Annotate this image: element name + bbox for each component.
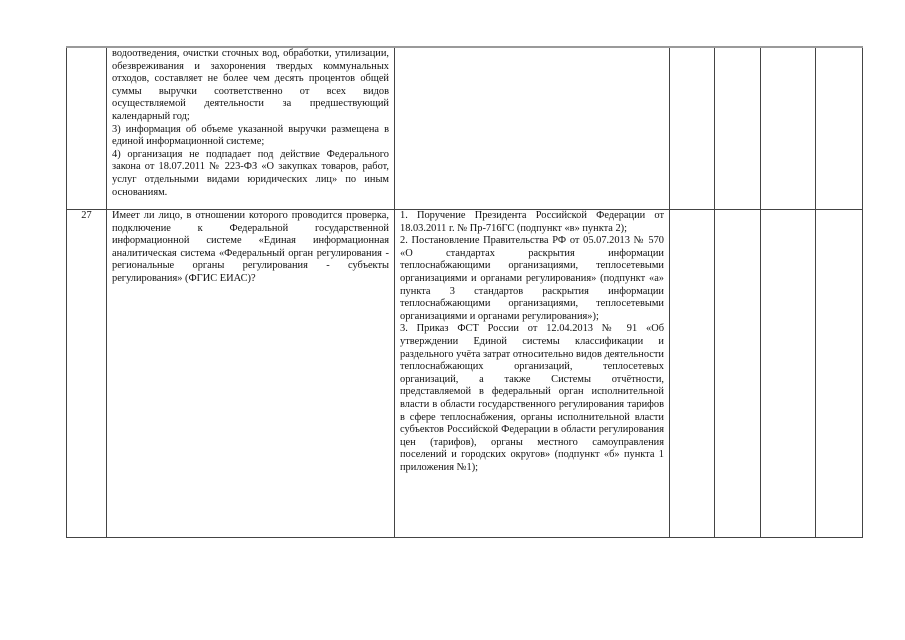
question-paragraph: водоотведения, очистки сточных вод, обработки, утилизации, обезвреживания и захоронения твердых коммунальных отходов, составляет не более чем десять процентов общей суммы выручки соответственно от всех видов осуществляемой деятельности за предшествующий календарный год; xyxy=(112,48,389,122)
answer-yes-cell[interactable] xyxy=(670,210,715,538)
answer-yes-cell[interactable] xyxy=(670,47,715,210)
reference-cell xyxy=(395,210,670,538)
answer-na-cell[interactable] xyxy=(761,210,816,538)
reference-paragraph: 1. Поручение Президента Российской Федерации от 18.03.2011 г. № Пр-716ГС (подпункт «в» пункта 2); xyxy=(400,210,664,234)
reference-paragraph: 2. Постановление Правительства РФ от 05.07.2013 № 570 «О стандартах раскрытия информации теплоснабжающими организациями, теплосетевыми организациями и органами регулирования» (подпункт «а» пункта 3 стандартов раскрытия информации теплоснабжающими организациями, теплосетевыми организациями и органами регулирования»); xyxy=(400,235,664,322)
question-paragraph: 4) организация не подпадает под действие Федерального закона от 18.07.2011 № 223-ФЗ «О закупках товаров, работ, услуг отдельными видами юридических лиц» по иным основаниям. xyxy=(112,148,389,198)
question-paragraph: Имеет ли лицо, в отношении которого проводится проверка, подключение к Федеральной государственной информационной системе «Единая информационная аналитическая система «Федеральный орган регулирования - региональные органы регулирования - субъекты регулирования» (ФГИС ЕИАС)? xyxy=(112,210,389,284)
row-number-cell: 27 xyxy=(67,210,107,538)
answer-no-cell[interactable] xyxy=(715,47,761,210)
note-cell[interactable] xyxy=(816,210,863,538)
note-cell[interactable] xyxy=(816,47,863,210)
row-number-cell xyxy=(67,47,107,210)
table-row xyxy=(67,47,863,210)
reference-cell xyxy=(395,47,670,210)
question-cell xyxy=(107,210,395,538)
table-row xyxy=(67,210,863,538)
reference-paragraph: 3. Приказ ФСТ России от 12.04.2013 № 91 «Об утверждении Единой системы классификации и раздельного учёта затрат относительно видов деятельности теплоснабжающих организаций, теплосетевых организаций, а также Системы отчётности, представляемой в федеральный орган исполнительной власти в области государственного регулирования тарифов в сфере теплоснабжения, органы исполнительной власти субъектов Российской Федерации в области регулирования цен (тарифов), органы местного самоуправления поселений и городских округов» (подпункт «б» пункта 1 приложения №1); xyxy=(400,323,664,473)
answer-no-cell[interactable] xyxy=(715,210,761,538)
checklist-table xyxy=(66,46,863,538)
question-paragraph: 3) информация об объеме указанной выручки размещена в единой информационной системе; xyxy=(112,123,389,148)
question-cell xyxy=(107,47,395,210)
answer-na-cell[interactable] xyxy=(761,47,816,210)
